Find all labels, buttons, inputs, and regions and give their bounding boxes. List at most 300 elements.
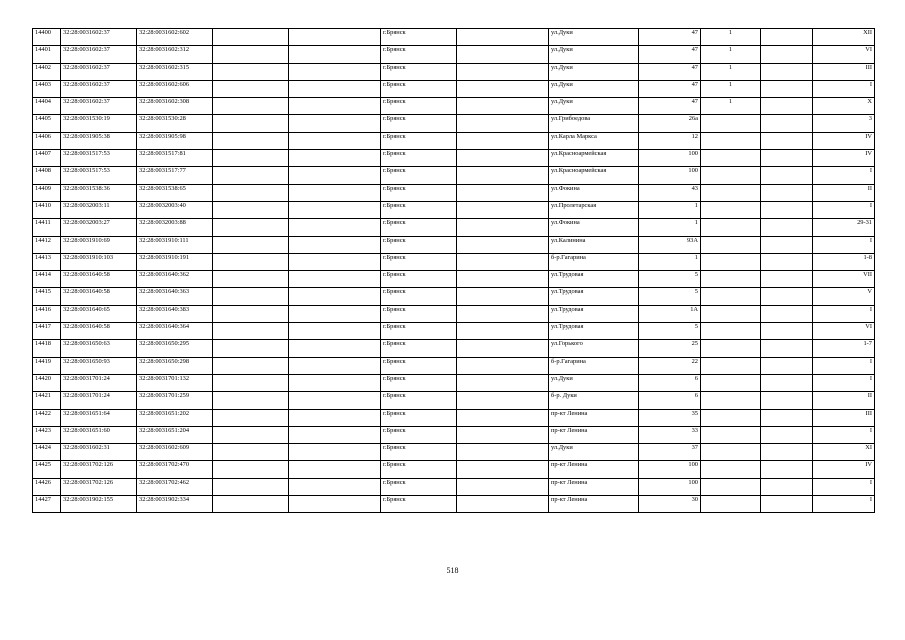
empty-cell [457, 288, 549, 305]
empty-cell [289, 150, 381, 167]
street-cell: ул.Трудовая [549, 305, 639, 322]
parcel-cadastral-number-cell: 32:28:0031650:93 [61, 357, 137, 374]
table-row [33, 323, 875, 340]
empty-cell [213, 80, 289, 97]
object-cadastral-number-cell: 32:28:0031701:132 [137, 374, 213, 391]
house-number-cell: 22 [639, 357, 701, 374]
parcel-cadastral-number-cell: 32:28:0031602:37 [61, 29, 137, 46]
house-number-cell: 37 [639, 444, 701, 461]
city-cell: г.Брянск [381, 236, 457, 253]
street-cell: ул.Фокина [549, 184, 639, 201]
street-cell: ул.Трудовая [549, 323, 639, 340]
empty-cell [289, 478, 381, 495]
table-row [33, 374, 875, 391]
city-cell: г.Брянск [381, 374, 457, 391]
empty-cell [213, 46, 289, 63]
building-cell [701, 219, 761, 236]
empty-cell [289, 46, 381, 63]
premises-number-cell: IV [813, 132, 875, 149]
empty-cell [457, 461, 549, 478]
empty-cell [761, 288, 813, 305]
house-number-cell: 1А [639, 305, 701, 322]
empty-cell [761, 496, 813, 513]
object-cadastral-number-cell: 32:28:0031702:470 [137, 461, 213, 478]
building-cell [701, 150, 761, 167]
empty-cell [761, 98, 813, 115]
row-number-cell: 14427 [33, 496, 61, 513]
empty-cell [289, 201, 381, 218]
premises-number-cell: I [813, 426, 875, 443]
street-cell: б-р. Дуки [549, 392, 639, 409]
house-number-cell: 5 [639, 271, 701, 288]
parcel-cadastral-number-cell: 32:28:0031651:64 [61, 409, 137, 426]
empty-cell [457, 80, 549, 97]
row-number-cell: 14402 [33, 63, 61, 80]
empty-cell [213, 288, 289, 305]
table-row [33, 132, 875, 149]
row-number-cell: 14419 [33, 357, 61, 374]
building-cell [701, 288, 761, 305]
house-number-cell: 26а [639, 115, 701, 132]
building-cell [701, 323, 761, 340]
parcel-cadastral-number-cell: 32:28:0031702:126 [61, 461, 137, 478]
object-cadastral-number-cell: 32:28:0031905:98 [137, 132, 213, 149]
city-cell: г.Брянск [381, 150, 457, 167]
empty-cell [213, 357, 289, 374]
object-cadastral-number-cell: 32:28:0031651:204 [137, 426, 213, 443]
page-number: 518 [446, 566, 459, 575]
parcel-cadastral-number-cell: 32:28:0031517:53 [61, 150, 137, 167]
object-cadastral-number-cell: 32:28:0031910:111 [137, 236, 213, 253]
empty-cell [761, 63, 813, 80]
row-number-cell: 14413 [33, 253, 61, 270]
house-number-cell: 5 [639, 288, 701, 305]
empty-cell [213, 63, 289, 80]
table-row [33, 426, 875, 443]
object-cadastral-number-cell: 32:28:0031602:308 [137, 98, 213, 115]
object-cadastral-number-cell: 32:28:0031640:364 [137, 323, 213, 340]
empty-cell [457, 305, 549, 322]
street-cell: пр-кт Ленина [549, 478, 639, 495]
row-number-cell: 14420 [33, 374, 61, 391]
empty-cell [289, 63, 381, 80]
object-cadastral-number-cell: 32:28:0032003:40 [137, 201, 213, 218]
building-cell [701, 426, 761, 443]
empty-cell [213, 323, 289, 340]
empty-cell [213, 236, 289, 253]
registry-table [32, 28, 875, 513]
house-number-cell: 93А [639, 236, 701, 253]
parcel-cadastral-number-cell: 32:28:0031651:60 [61, 426, 137, 443]
city-cell: г.Брянск [381, 184, 457, 201]
object-cadastral-number-cell: 32:28:0031602:609 [137, 444, 213, 461]
premises-number-cell: I [813, 201, 875, 218]
premises-number-cell: III [813, 63, 875, 80]
object-cadastral-number-cell: 32:28:0031701:259 [137, 392, 213, 409]
empty-cell [761, 357, 813, 374]
premises-number-cell: II [813, 184, 875, 201]
city-cell: г.Брянск [381, 478, 457, 495]
street-cell: ул.Трудовая [549, 288, 639, 305]
empty-cell [457, 409, 549, 426]
empty-cell [761, 409, 813, 426]
empty-cell [289, 184, 381, 201]
row-number-cell: 14424 [33, 444, 61, 461]
premises-number-cell: XII [813, 29, 875, 46]
row-number-cell: 14415 [33, 288, 61, 305]
house-number-cell: 43 [639, 184, 701, 201]
row-number-cell: 14416 [33, 305, 61, 322]
object-cadastral-number-cell: 32:28:0031640:363 [137, 288, 213, 305]
empty-cell [761, 80, 813, 97]
parcel-cadastral-number-cell: 32:28:0031910:69 [61, 236, 137, 253]
empty-cell [289, 98, 381, 115]
street-cell: ул.Калинина [549, 236, 639, 253]
row-number-cell: 14405 [33, 115, 61, 132]
empty-cell [289, 29, 381, 46]
city-cell: г.Брянск [381, 271, 457, 288]
street-cell: ул.Трудовая [549, 271, 639, 288]
premises-number-cell: 1-7 [813, 340, 875, 357]
parcel-cadastral-number-cell: 32:28:0031530:19 [61, 115, 137, 132]
table-row [33, 496, 875, 513]
empty-cell [213, 150, 289, 167]
empty-cell [457, 184, 549, 201]
city-cell: г.Брянск [381, 444, 457, 461]
street-cell: ул.Красноармейская [549, 150, 639, 167]
parcel-cadastral-number-cell: 32:28:0032003:27 [61, 219, 137, 236]
empty-cell [457, 236, 549, 253]
building-cell [701, 201, 761, 218]
row-number-cell: 14404 [33, 98, 61, 115]
building-cell [701, 184, 761, 201]
empty-cell [289, 236, 381, 253]
parcel-cadastral-number-cell: 32:28:0031701:24 [61, 374, 137, 391]
empty-cell [457, 167, 549, 184]
city-cell: г.Брянск [381, 115, 457, 132]
empty-cell [213, 461, 289, 478]
empty-cell [213, 132, 289, 149]
empty-cell [761, 46, 813, 63]
empty-cell [289, 496, 381, 513]
empty-cell [761, 426, 813, 443]
city-cell: г.Брянск [381, 392, 457, 409]
empty-cell [761, 115, 813, 132]
table-row [33, 219, 875, 236]
premises-number-cell: IV [813, 150, 875, 167]
city-cell: г.Брянск [381, 340, 457, 357]
empty-cell [289, 167, 381, 184]
empty-cell [289, 323, 381, 340]
empty-cell [213, 29, 289, 46]
street-cell: б-р.Гагарина [549, 253, 639, 270]
empty-cell [457, 496, 549, 513]
empty-cell [289, 392, 381, 409]
house-number-cell: 1 [639, 253, 701, 270]
house-number-cell: 6 [639, 392, 701, 409]
empty-cell [213, 271, 289, 288]
street-cell: пр-кт Ленина [549, 496, 639, 513]
empty-cell [289, 115, 381, 132]
empty-cell [457, 201, 549, 218]
building-cell: 1 [701, 63, 761, 80]
row-number-cell: 14418 [33, 340, 61, 357]
empty-cell [213, 444, 289, 461]
street-cell: ул.Грибоедова [549, 115, 639, 132]
row-number-cell: 14409 [33, 184, 61, 201]
table-row [33, 167, 875, 184]
empty-cell [457, 357, 549, 374]
building-cell [701, 115, 761, 132]
city-cell: г.Брянск [381, 288, 457, 305]
building-cell [701, 374, 761, 391]
table-row [33, 46, 875, 63]
empty-cell [761, 392, 813, 409]
street-cell: пр-кт Ленина [549, 461, 639, 478]
city-cell: г.Брянск [381, 409, 457, 426]
empty-cell [213, 409, 289, 426]
street-cell: пр-кт Ленина [549, 409, 639, 426]
empty-cell [457, 426, 549, 443]
object-cadastral-number-cell: 32:28:0031538:65 [137, 184, 213, 201]
city-cell: г.Брянск [381, 29, 457, 46]
building-cell [701, 340, 761, 357]
parcel-cadastral-number-cell: 32:28:0031602:37 [61, 46, 137, 63]
empty-cell [213, 253, 289, 270]
city-cell: г.Брянск [381, 323, 457, 340]
premises-number-cell: I [813, 167, 875, 184]
house-number-cell: 47 [639, 29, 701, 46]
empty-cell [289, 444, 381, 461]
house-number-cell: 100 [639, 167, 701, 184]
street-cell: ул.Фокина [549, 219, 639, 236]
empty-cell [457, 323, 549, 340]
row-number-cell: 14421 [33, 392, 61, 409]
premises-number-cell: VII [813, 271, 875, 288]
empty-cell [289, 357, 381, 374]
street-cell: ул.Дуки [549, 63, 639, 80]
empty-cell [213, 219, 289, 236]
building-cell [701, 271, 761, 288]
object-cadastral-number-cell: 32:28:0031517:81 [137, 150, 213, 167]
city-cell: г.Брянск [381, 426, 457, 443]
row-number-cell: 14423 [33, 426, 61, 443]
house-number-cell: 47 [639, 80, 701, 97]
row-number-cell: 14406 [33, 132, 61, 149]
table-row [33, 115, 875, 132]
empty-cell [761, 444, 813, 461]
empty-cell [457, 478, 549, 495]
empty-cell [289, 340, 381, 357]
street-cell: б-р.Гагарина [549, 357, 639, 374]
building-cell [701, 444, 761, 461]
city-cell: г.Брянск [381, 461, 457, 478]
empty-cell [289, 288, 381, 305]
empty-cell [289, 461, 381, 478]
row-number-cell: 14425 [33, 461, 61, 478]
empty-cell [761, 167, 813, 184]
premises-number-cell: 29-31 [813, 219, 875, 236]
building-cell [701, 305, 761, 322]
table-row [33, 357, 875, 374]
house-number-cell: 33 [639, 426, 701, 443]
premises-number-cell: I [813, 236, 875, 253]
premises-number-cell: X [813, 98, 875, 115]
table-row [33, 392, 875, 409]
empty-cell [457, 115, 549, 132]
table-row [33, 461, 875, 478]
empty-cell [457, 374, 549, 391]
object-cadastral-number-cell: 32:28:0031640:383 [137, 305, 213, 322]
premises-number-cell: I [813, 305, 875, 322]
building-cell [701, 478, 761, 495]
street-cell: ул.Горького [549, 340, 639, 357]
building-cell [701, 167, 761, 184]
empty-cell [457, 63, 549, 80]
street-cell: ул.Карла Маркса [549, 132, 639, 149]
parcel-cadastral-number-cell: 32:28:0031538:36 [61, 184, 137, 201]
empty-cell [457, 150, 549, 167]
building-cell: 1 [701, 98, 761, 115]
empty-cell [289, 374, 381, 391]
empty-cell [213, 496, 289, 513]
parcel-cadastral-number-cell: 32:28:0031640:65 [61, 305, 137, 322]
empty-cell [761, 305, 813, 322]
empty-cell [457, 132, 549, 149]
house-number-cell: 1 [639, 201, 701, 218]
house-number-cell: 100 [639, 478, 701, 495]
street-cell: ул.Дуки [549, 98, 639, 115]
city-cell: г.Брянск [381, 357, 457, 374]
empty-cell [457, 340, 549, 357]
empty-cell [457, 444, 549, 461]
empty-cell [761, 253, 813, 270]
object-cadastral-number-cell: 32:28:0031602:315 [137, 63, 213, 80]
building-cell [701, 461, 761, 478]
premises-number-cell: I [813, 478, 875, 495]
city-cell: г.Брянск [381, 219, 457, 236]
empty-cell [761, 323, 813, 340]
empty-cell [761, 236, 813, 253]
row-number-cell: 14410 [33, 201, 61, 218]
empty-cell [761, 461, 813, 478]
city-cell: г.Брянск [381, 132, 457, 149]
row-number-cell: 14407 [33, 150, 61, 167]
object-cadastral-number-cell: 32:28:0031602:606 [137, 80, 213, 97]
premises-number-cell: 1-8 [813, 253, 875, 270]
empty-cell [289, 271, 381, 288]
table-row [33, 478, 875, 495]
table-row [33, 253, 875, 270]
city-cell: г.Брянск [381, 80, 457, 97]
empty-cell [761, 478, 813, 495]
premises-number-cell: I [813, 357, 875, 374]
building-cell: 1 [701, 46, 761, 63]
city-cell: г.Брянск [381, 253, 457, 270]
parcel-cadastral-number-cell: 32:28:0031910:103 [61, 253, 137, 270]
city-cell: г.Брянск [381, 167, 457, 184]
city-cell: г.Брянск [381, 63, 457, 80]
premises-number-cell: XI [813, 444, 875, 461]
object-cadastral-number-cell: 32:28:0031517:77 [137, 167, 213, 184]
empty-cell [289, 132, 381, 149]
city-cell: г.Брянск [381, 46, 457, 63]
parcel-cadastral-number-cell: 32:28:0031640:58 [61, 288, 137, 305]
empty-cell [213, 201, 289, 218]
empty-cell [457, 98, 549, 115]
house-number-cell: 35 [639, 409, 701, 426]
city-cell: г.Брянск [381, 98, 457, 115]
premises-number-cell: I [813, 496, 875, 513]
house-number-cell: 1 [639, 219, 701, 236]
empty-cell [457, 253, 549, 270]
street-cell: пр-кт Ленина [549, 426, 639, 443]
building-cell [701, 132, 761, 149]
row-number-cell: 14422 [33, 409, 61, 426]
building-cell: 1 [701, 29, 761, 46]
empty-cell [761, 219, 813, 236]
table-row [33, 236, 875, 253]
row-number-cell: 14403 [33, 80, 61, 97]
street-cell: ул.Дуки [549, 46, 639, 63]
object-cadastral-number-cell: 32:28:0031640:362 [137, 271, 213, 288]
empty-cell [289, 305, 381, 322]
house-number-cell: 47 [639, 63, 701, 80]
table-row [33, 29, 875, 46]
empty-cell [213, 184, 289, 201]
parcel-cadastral-number-cell: 32:28:0031902:155 [61, 496, 137, 513]
house-number-cell: 100 [639, 150, 701, 167]
empty-cell [213, 115, 289, 132]
table-row [33, 80, 875, 97]
premises-number-cell: 3 [813, 115, 875, 132]
parcel-cadastral-number-cell: 32:28:0031650:63 [61, 340, 137, 357]
street-cell: ул.Дуки [549, 29, 639, 46]
table-body [33, 29, 875, 513]
empty-cell [761, 340, 813, 357]
row-number-cell: 14408 [33, 167, 61, 184]
empty-cell [289, 409, 381, 426]
empty-cell [457, 219, 549, 236]
empty-cell [213, 426, 289, 443]
empty-cell [289, 219, 381, 236]
table-row [33, 288, 875, 305]
empty-cell [761, 29, 813, 46]
empty-cell [761, 150, 813, 167]
premises-number-cell: VI [813, 46, 875, 63]
empty-cell [761, 184, 813, 201]
empty-cell [761, 374, 813, 391]
premises-number-cell: VI [813, 323, 875, 340]
table-row [33, 98, 875, 115]
object-cadastral-number-cell: 32:28:0032003:88 [137, 219, 213, 236]
object-cadastral-number-cell: 32:28:0031651:202 [137, 409, 213, 426]
row-number-cell: 14400 [33, 29, 61, 46]
city-cell: г.Брянск [381, 201, 457, 218]
premises-number-cell: V [813, 288, 875, 305]
city-cell: г.Брянск [381, 305, 457, 322]
building-cell [701, 357, 761, 374]
premises-number-cell: IV [813, 461, 875, 478]
house-number-cell: 47 [639, 46, 701, 63]
house-number-cell: 30 [639, 496, 701, 513]
empty-cell [457, 392, 549, 409]
table-row [33, 340, 875, 357]
empty-cell [213, 98, 289, 115]
table-row [33, 63, 875, 80]
table-row [33, 409, 875, 426]
object-cadastral-number-cell: 32:28:0031702:462 [137, 478, 213, 495]
